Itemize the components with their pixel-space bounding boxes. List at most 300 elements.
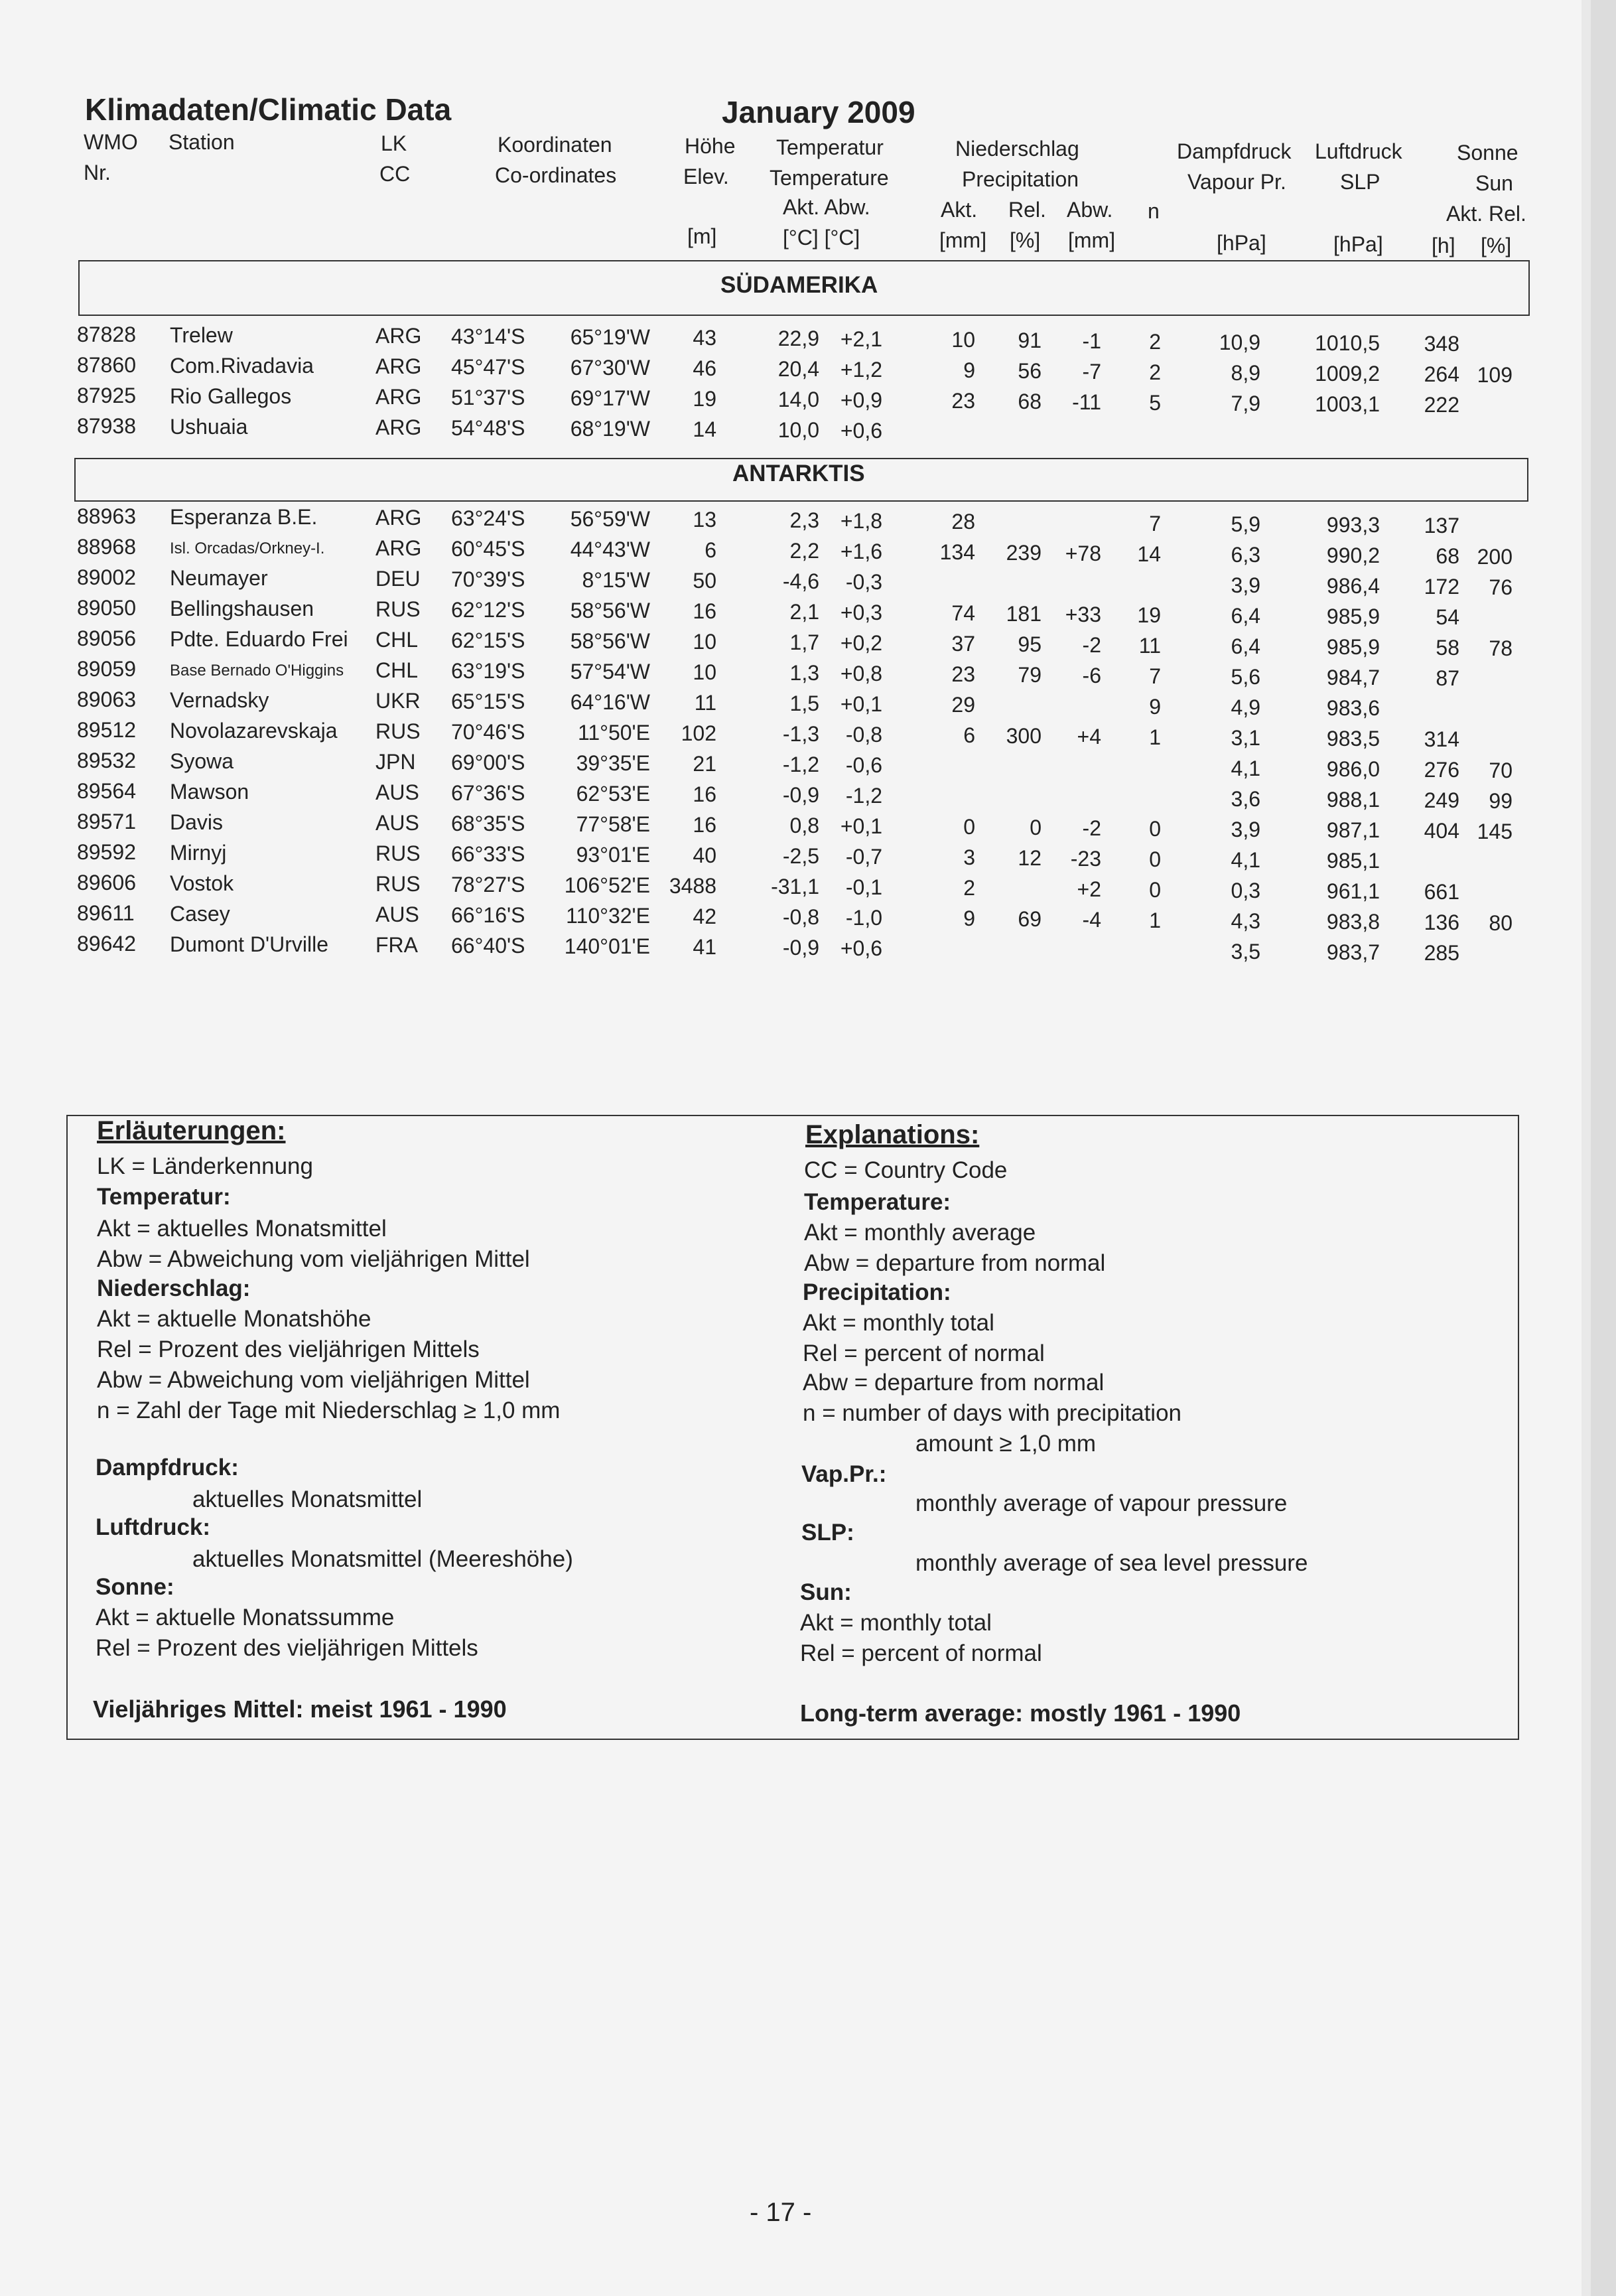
cell-lk: CHL — [375, 628, 419, 652]
cell-nr: 88963 — [77, 504, 136, 528]
cell-nr: 89606 — [77, 871, 136, 895]
cell-pa: +78 — [1065, 541, 1101, 565]
cell-nr: 89564 — [77, 779, 136, 803]
cell-station: Esperanza B.E. — [170, 505, 318, 529]
cell-lk: ARG — [375, 506, 422, 530]
hdr-sun-en: Sun — [1475, 171, 1513, 195]
cell-t: -2,5 — [782, 844, 819, 868]
cell-slp: 990,2 — [1326, 543, 1380, 567]
cell-pr: 56 — [1018, 359, 1042, 383]
cell-pa: -7 — [1082, 360, 1101, 384]
cell-lon: 140°01'E — [564, 934, 650, 958]
table-row — [0, 657, 1616, 690]
cell-nr: 89050 — [77, 596, 136, 620]
cell-lk: DEU — [375, 567, 421, 591]
cell-vap: 3,1 — [1231, 726, 1260, 750]
hdr-temp-sub: Akt. Abw. — [783, 195, 870, 219]
cell-ta: -0,8 — [845, 723, 882, 747]
hdr-temp-units: [°C] [°C] — [783, 226, 860, 250]
explain-en-prec-heading: Precipitation: — [803, 1279, 951, 1305]
explain-en-temp-heading: Temperature: — [804, 1189, 951, 1215]
cell-lon: 8°15'W — [582, 568, 650, 592]
explain-en-p-abw: Abw = departure from normal — [803, 1370, 1105, 1396]
cell-n: 5 — [1149, 391, 1161, 415]
cell-ta: +0,6 — [840, 419, 882, 443]
cell-pr: 0 — [1030, 816, 1042, 839]
cell-n: 19 — [1137, 603, 1161, 627]
explain-de-slp-heading: Luftdruck: — [96, 1514, 211, 1540]
cell-pa: -11 — [1072, 390, 1101, 414]
cell-sun: 54 — [1436, 605, 1459, 629]
cell-elev: 16 — [693, 599, 716, 623]
cell-ta: -0,7 — [845, 845, 882, 869]
cell-ta: +0,1 — [840, 814, 882, 838]
cell-elev: 50 — [693, 569, 716, 593]
hdr-slp-en: SLP — [1340, 170, 1380, 194]
explain-de-slp: aktuelles Monatsmittel (Meereshöhe) — [192, 1546, 573, 1572]
table-row — [0, 719, 1616, 749]
cell-lk: CHL — [375, 658, 419, 682]
cell-ta: +0,1 — [840, 692, 882, 716]
cell-pr: 95 — [1018, 632, 1042, 656]
hdr-temp-de: Temperatur — [776, 135, 884, 159]
cell-lon: 62°53'E — [576, 782, 650, 806]
cell-elev: 40 — [693, 843, 716, 867]
cell-lk: ARG — [375, 354, 422, 378]
cell-station: Rio Gallegos — [170, 384, 292, 408]
cell-sun: 222 — [1424, 393, 1459, 417]
cell-lat: 62°12'S — [451, 598, 525, 622]
section-title-suedamerika: SÜDAMERIKA — [720, 272, 878, 298]
cell-t: 14,0 — [777, 388, 819, 411]
cell-vap: 3,9 — [1231, 573, 1260, 597]
cell-sun: 68 — [1436, 544, 1459, 568]
cell-vap: 3,6 — [1231, 787, 1260, 811]
hdr-slp-unit: [hPa] — [1333, 232, 1383, 256]
explain-en-s-akt: Akt = monthly total — [800, 1610, 992, 1636]
cell-sun: 58 — [1436, 636, 1459, 660]
table-row — [0, 626, 1616, 660]
cell-lon: 69°17'W — [570, 386, 650, 410]
table-row — [0, 565, 1616, 599]
hdr-vap-de: Dampfdruck — [1177, 139, 1292, 163]
explain-de-heading: Erläuterungen: — [97, 1116, 286, 1145]
cell-sr: 70 — [1489, 758, 1513, 782]
cell-slp: 1003,1 — [1315, 392, 1380, 416]
cell-ta: +2,1 — [840, 327, 882, 351]
cell-station: Davis — [170, 810, 224, 834]
cell-nr: 87925 — [77, 384, 136, 407]
cell-station: Bellingshausen — [170, 597, 314, 620]
cell-pr: 68 — [1018, 390, 1042, 413]
cell-n: 0 — [1149, 817, 1161, 841]
hdr-prec-n: n — [1148, 199, 1160, 223]
cell-lon: 77°58'E — [576, 812, 650, 836]
cell-station: Vernadsky — [170, 688, 269, 712]
cell-lk: RUS — [375, 597, 421, 621]
cell-t: 2,1 — [789, 600, 819, 624]
hdr-prec-mm2: [mm] — [1068, 228, 1116, 252]
cell-elev: 11 — [694, 691, 716, 715]
cell-vap: 5,6 — [1231, 665, 1260, 689]
cell-slp: 1009,2 — [1315, 362, 1380, 386]
cell-slp: 988,1 — [1326, 788, 1380, 812]
cell-lat: 62°15'S — [451, 628, 525, 652]
explain-de-p-akt: Akt = aktuelle Monatshöhe — [97, 1306, 371, 1332]
table-row — [0, 596, 1616, 629]
table-row — [0, 535, 1616, 569]
cell-station: Com.Rivadavia — [170, 354, 314, 378]
table-row — [0, 779, 1616, 813]
cell-n: 0 — [1149, 847, 1161, 871]
cell-slp: 986,4 — [1326, 574, 1380, 598]
hdr-koord: Koordinaten — [498, 133, 612, 157]
cell-n: 14 — [1137, 542, 1161, 566]
hdr-station: Station — [168, 130, 235, 154]
table-row — [0, 323, 1616, 356]
cell-vap: 4,1 — [1231, 848, 1260, 872]
cell-p: 10 — [951, 328, 975, 352]
cell-lk: AUS — [375, 902, 419, 926]
cell-t: 0,8 — [789, 814, 819, 837]
cell-t: -4,6 — [782, 569, 819, 593]
cell-ta: +0,9 — [840, 388, 882, 412]
cell-sun: 249 — [1424, 788, 1459, 812]
cell-pa: +4 — [1077, 725, 1101, 749]
hdr-prec-pct: [%] — [1010, 228, 1041, 252]
cell-station: Trelew — [170, 323, 233, 347]
cell-lon: 44°43'W — [570, 538, 650, 561]
cell-elev: 21 — [693, 752, 716, 776]
cell-elev: 46 — [693, 356, 716, 380]
explain-de-temp-heading: Temperatur: — [97, 1184, 231, 1210]
cell-sun: 285 — [1424, 941, 1459, 965]
explain-en-akt: Akt = monthly average — [804, 1220, 1036, 1246]
cell-lon: 106°52'E — [564, 873, 650, 897]
cell-slp: 983,5 — [1326, 727, 1380, 751]
cell-ta: +0,6 — [840, 936, 882, 960]
cell-lk: ARG — [375, 415, 422, 439]
cell-lat: 60°45'S — [451, 537, 525, 561]
cell-pr: 181 — [1006, 602, 1042, 626]
cell-t: -0,8 — [782, 905, 819, 929]
cell-sun: 404 — [1424, 819, 1459, 843]
cell-vap: 3,5 — [1231, 940, 1260, 964]
cell-p: 0 — [963, 815, 975, 839]
cell-sun: 87 — [1436, 666, 1459, 690]
cell-lk: AUS — [375, 811, 419, 835]
cell-station: Neumayer — [170, 566, 268, 590]
cell-p: 74 — [951, 601, 975, 625]
cell-station: Pdte. Eduardo Frei — [170, 627, 348, 651]
cell-pr: 69 — [1018, 907, 1042, 931]
hdr-prec-abw: Abw. — [1067, 198, 1113, 222]
cell-vap: 3,9 — [1231, 818, 1260, 841]
cell-vap: 5,9 — [1231, 512, 1260, 536]
cell-vap: 7,9 — [1231, 392, 1260, 415]
cell-p: 28 — [951, 510, 975, 534]
cell-slp: 983,7 — [1326, 940, 1380, 964]
cell-lat: 51°37'S — [451, 386, 525, 409]
table-row — [0, 689, 1616, 718]
cell-ta: -0,1 — [845, 875, 882, 899]
cell-t: 2,3 — [789, 508, 819, 532]
table-row — [0, 871, 1616, 904]
cell-lk: FRA — [375, 933, 418, 957]
cell-vap: 0,3 — [1231, 879, 1260, 902]
cell-ta: +0,8 — [840, 662, 882, 685]
explain-de-vap: aktuelles Monatsmittel — [192, 1486, 423, 1512]
cell-n: 11 — [1138, 634, 1161, 658]
cell-t: -0,9 — [782, 936, 819, 960]
explain-en-p-rel: Rel = percent of normal — [803, 1340, 1045, 1366]
cell-pa: +33 — [1065, 603, 1101, 626]
hdr-prec-akt: Akt. — [941, 198, 978, 222]
cell-ta: +1,8 — [840, 509, 882, 533]
cell-t: 1,5 — [789, 691, 819, 715]
cell-elev: 10 — [693, 630, 716, 654]
hdr-cc: CC — [379, 162, 411, 186]
cell-n: 2 — [1149, 360, 1161, 384]
hdr-prec-mm: [mm] — [939, 228, 987, 252]
cell-ta: +1,2 — [840, 358, 882, 382]
explain-de-prec-heading: Niederschlag: — [97, 1275, 251, 1301]
cell-pr: 12 — [1018, 846, 1042, 870]
cell-n: 9 — [1149, 695, 1161, 719]
cell-vap: 10,9 — [1219, 330, 1260, 354]
cell-ta: -1,0 — [845, 906, 882, 930]
explain-en-vap-heading: Vap.Pr.: — [801, 1461, 887, 1487]
cell-sun: 136 — [1424, 910, 1459, 934]
cell-vap: 4,3 — [1231, 909, 1260, 933]
cell-nr: 89002 — [77, 565, 136, 589]
cell-elev: 3488 — [669, 874, 716, 898]
cell-sun: 661 — [1424, 880, 1459, 904]
cell-nr: 88968 — [77, 535, 136, 559]
cell-lk: AUS — [375, 780, 419, 804]
cell-sr: 145 — [1477, 820, 1513, 843]
cell-nr: 87828 — [77, 323, 136, 346]
document-title: Klimadaten/Climatic Data — [85, 92, 452, 127]
explain-de-p-abw: Abw = Abweichung vom vieljährigen Mittel — [97, 1367, 530, 1393]
hdr-sun-h: [h] — [1432, 234, 1455, 257]
explain-de-sun-heading: Sonne: — [96, 1574, 174, 1600]
cell-lat: 66°33'S — [451, 842, 525, 866]
cell-elev: 16 — [693, 813, 716, 837]
cell-p: 3 — [963, 845, 975, 869]
cell-slp: 985,1 — [1326, 849, 1380, 873]
hdr-lk: LK — [381, 131, 407, 155]
cell-slp: 1010,5 — [1315, 331, 1380, 355]
explain-de-vap-heading: Dampfdruck: — [96, 1455, 239, 1480]
cell-slp: 985,9 — [1326, 635, 1380, 659]
page-number: - 17 - — [750, 2198, 812, 2227]
cell-lon: 68°19'W — [570, 417, 650, 441]
cell-elev: 10 — [693, 660, 716, 684]
hdr-elev: Elev. — [683, 165, 729, 188]
cell-n: 1 — [1149, 725, 1161, 749]
cell-slp: 986,0 — [1326, 757, 1380, 781]
hdr-sun-de: Sonne — [1457, 141, 1518, 165]
table-row — [0, 504, 1616, 538]
cell-t: 10,0 — [777, 418, 819, 442]
cell-t: 2,2 — [789, 539, 819, 563]
cell-station: Dumont D'Urville — [170, 932, 329, 956]
cell-ta: -1,2 — [845, 784, 882, 808]
cell-nr: 89592 — [77, 840, 136, 864]
table-row — [0, 415, 1616, 445]
hdr-prec-en: Precipitation — [962, 167, 1079, 191]
cell-p: 23 — [951, 389, 975, 413]
cell-n: 2 — [1149, 330, 1161, 354]
cell-p: 9 — [963, 358, 975, 382]
hdr-coord: Co-ordinates — [495, 163, 617, 187]
hdr-vap-en: Vapour Pr. — [1187, 170, 1286, 194]
cell-ta: -0,3 — [845, 570, 882, 594]
cell-slp: 983,6 — [1326, 696, 1380, 720]
cell-station: Syowa — [170, 749, 234, 773]
cell-lat: 43°14'S — [451, 324, 525, 348]
cell-station: Vostok — [170, 871, 234, 895]
cell-lat: 70°46'S — [451, 720, 525, 744]
explain-de-akt: Akt = aktuelles Monatsmittel — [97, 1216, 387, 1242]
cell-lon: 110°32'E — [566, 904, 650, 928]
table-row — [0, 810, 1616, 843]
cell-lk: UKR — [375, 689, 421, 713]
cell-n: 7 — [1149, 512, 1161, 536]
cell-n: 7 — [1149, 664, 1161, 688]
explain-en-p-n: n = number of days with precipitation — [803, 1400, 1182, 1426]
explain-de-lk: LK = Länderkennung — [97, 1153, 313, 1179]
cell-ta: +0,2 — [840, 631, 882, 655]
cell-nr: 89532 — [77, 749, 136, 772]
cell-t: 1,3 — [789, 661, 819, 685]
explain-en-slp-heading: SLP: — [801, 1520, 854, 1545]
table-row — [0, 353, 1616, 387]
cell-lon: 56°59'W — [570, 507, 650, 531]
cell-t: 22,9 — [777, 326, 819, 350]
hdr-prec-rel: Rel. — [1008, 198, 1046, 222]
cell-p: 37 — [951, 632, 975, 656]
cell-ta: -0,6 — [845, 753, 882, 777]
cell-lk: ARG — [375, 324, 422, 348]
explain-en-footnote: Long-term average: mostly 1961 - 1990 — [800, 1699, 1241, 1727]
cell-nr: 87860 — [77, 353, 136, 377]
cell-p: 134 — [939, 540, 975, 564]
cell-t: -31,1 — [771, 875, 819, 898]
explain-en-s-rel: Rel = percent of normal — [800, 1640, 1042, 1666]
cell-t: -1,3 — [782, 722, 819, 746]
table-row — [0, 749, 1616, 782]
cell-lat: 63°19'S — [451, 659, 525, 683]
cell-sun: 276 — [1424, 758, 1459, 782]
cell-p: 2 — [963, 876, 975, 900]
cell-lat: 45°47'S — [451, 355, 525, 379]
cell-station: Mirnyj — [170, 841, 227, 865]
cell-slp: 984,7 — [1326, 666, 1380, 689]
explain-de-abw: Abw = Abweichung vom vieljährigen Mittel — [97, 1246, 530, 1272]
cell-p: 6 — [963, 723, 975, 747]
cell-station: Novolazarevskaja — [170, 719, 338, 743]
cell-slp: 987,1 — [1326, 818, 1380, 842]
hdr-hoehe: Höhe — [685, 134, 736, 158]
cell-lon: 64°16'W — [570, 690, 650, 714]
cell-p: 23 — [951, 662, 975, 686]
cell-p: 29 — [951, 693, 975, 717]
cell-nr: 89063 — [77, 687, 136, 711]
cell-vap: 4,9 — [1231, 695, 1260, 719]
cell-lat: 69°00'S — [451, 751, 525, 774]
hdr-vap-unit: [hPa] — [1217, 231, 1266, 255]
cell-elev: 102 — [681, 721, 716, 745]
cell-slp: 985,9 — [1326, 605, 1380, 628]
cell-lon: 93°01'E — [576, 843, 650, 867]
cell-sun: 264 — [1424, 362, 1459, 386]
cell-elev: 43 — [693, 326, 716, 350]
cell-elev: 6 — [705, 538, 716, 562]
cell-station: Mawson — [170, 780, 249, 804]
explain-en-slp: monthly average of sea level pressure — [915, 1550, 1308, 1576]
cell-sun: 348 — [1424, 332, 1459, 356]
explain-en-sun-heading: Sun: — [800, 1579, 852, 1605]
cell-lon: 39°35'E — [576, 751, 650, 775]
cell-vap: 6,4 — [1231, 604, 1260, 628]
cell-nr: 87938 — [77, 414, 136, 438]
explain-de-p-n: n = Zahl der Tage mit Niederschlag ≥ 1,0 mm — [97, 1398, 561, 1423]
cell-pa: +2 — [1077, 877, 1101, 901]
cell-sr: 200 — [1477, 545, 1513, 569]
cell-vap: 4,1 — [1231, 756, 1260, 780]
table-row — [0, 384, 1616, 417]
cell-pr: 239 — [1006, 541, 1042, 565]
cell-lk: JPN — [375, 750, 416, 774]
cell-n: 1 — [1149, 908, 1161, 932]
explain-en-p-n2: amount ≥ 1,0 mm — [915, 1431, 1097, 1457]
cell-lk: RUS — [375, 719, 421, 743]
cell-nr: 89056 — [77, 626, 136, 650]
explain-de-p-rel: Rel = Prozent des vieljährigen Mittels — [97, 1336, 480, 1362]
cell-elev: 19 — [693, 387, 716, 411]
explain-de-footnote: Vieljähriges Mittel: meist 1961 - 1990 — [93, 1695, 507, 1723]
explain-de-s-rel: Rel = Prozent des vieljährigen Mittels — [96, 1635, 478, 1661]
cell-lat: 68°35'S — [451, 812, 525, 835]
cell-sr: 109 — [1477, 363, 1513, 387]
cell-lat: 67°36'S — [451, 781, 525, 805]
hdr-nr: Nr. — [84, 161, 111, 184]
cell-slp: 961,1 — [1326, 879, 1380, 903]
cell-nr: 89059 — [77, 657, 136, 681]
cell-t: -0,9 — [782, 783, 819, 807]
cell-sun: 137 — [1424, 514, 1459, 538]
explain-en-vap: monthly average of vapour pressure — [915, 1490, 1288, 1516]
cell-t: 20,4 — [777, 357, 819, 381]
cell-lon: 57°54'W — [570, 660, 650, 683]
cell-nr: 89611 — [77, 901, 135, 925]
cell-slp: 983,8 — [1326, 910, 1380, 934]
hdr-sun-sub: Akt. Rel. — [1446, 202, 1526, 226]
cell-lat: 70°39'S — [451, 567, 525, 591]
cell-lon: 58°56'W — [570, 599, 650, 622]
cell-pa: -1 — [1082, 329, 1101, 353]
cell-station: Base Bernado O'Higgins — [170, 662, 344, 680]
explain-en-cc: CC = Country Code — [804, 1157, 1008, 1183]
cell-elev: 14 — [693, 417, 716, 441]
table-row — [0, 901, 1616, 935]
cell-elev: 13 — [693, 508, 716, 532]
cell-station: Isl. Orcadas/Orkney-I. — [170, 539, 325, 557]
cell-p: 9 — [963, 906, 975, 930]
cell-lk: RUS — [375, 841, 421, 865]
